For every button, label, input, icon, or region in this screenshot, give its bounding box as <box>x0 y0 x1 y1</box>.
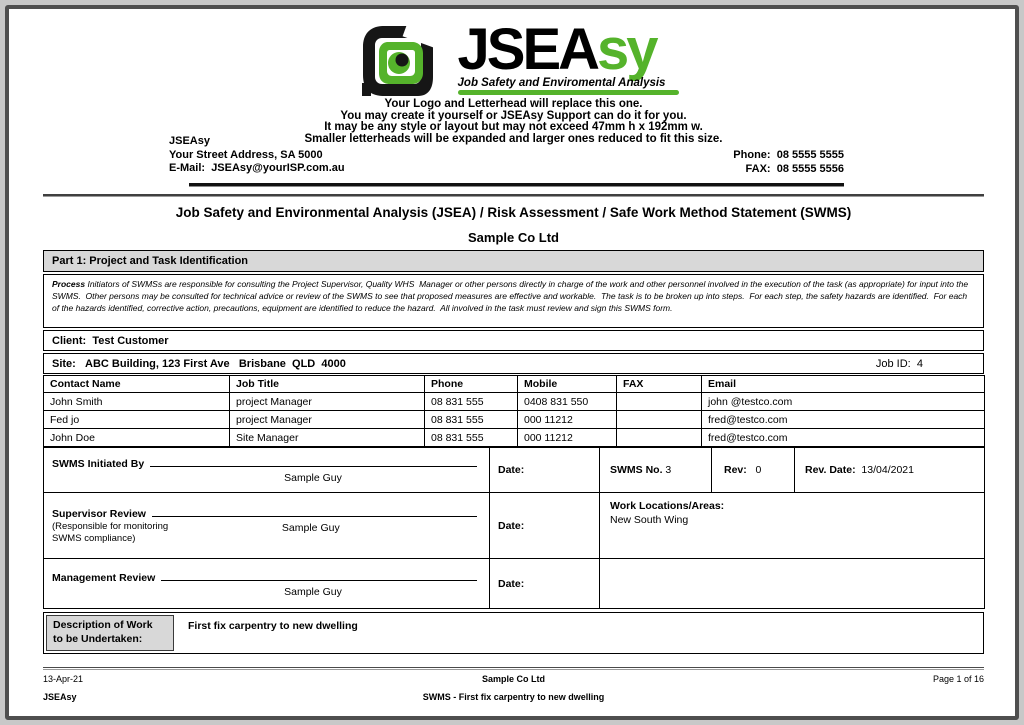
brand-green: sy <box>597 17 656 82</box>
document-title: Job Safety and Environmental Analysis (JSEA) / Risk Assessment / Safe Work Method Statement (SWMS) <box>175 205 852 220</box>
letterhead-address-block <box>169 135 345 176</box>
notice-line: You may create it yourself or JSEAsy Support can do it for you. <box>340 109 687 122</box>
fax-cell <box>617 429 702 447</box>
signature-line <box>152 516 477 517</box>
col-header-contact-name: Contact Name <box>44 376 230 393</box>
letterhead-underline <box>189 183 844 187</box>
client-row: Client: Test Customer <box>43 330 984 351</box>
header-separator <box>43 194 984 197</box>
management-label: Management Review <box>52 571 156 584</box>
email-cell: fred@testco.com <box>702 429 985 447</box>
document-company: Sample Co Ltd <box>467 230 559 245</box>
letterhead-street: Your Street Address, SA 5000 <box>169 148 323 161</box>
jseasy-logo-icon <box>362 25 450 97</box>
brand-name <box>457 17 656 82</box>
table-row <box>44 393 985 411</box>
mobile-cell: 000 11212 <box>518 411 617 429</box>
notice-line: Smaller letterheads will be expanded and larger ones reduced to fit this size. <box>304 132 723 145</box>
col-header-phone: Phone <box>425 376 518 393</box>
initiated-label: SWMS Initiated By <box>52 458 145 470</box>
signature-line <box>161 580 477 581</box>
client-value: Test Customer <box>92 335 169 347</box>
signature-line <box>150 466 477 467</box>
contacts-header-row <box>44 376 985 393</box>
phone-cell: 08 831 555 <box>425 411 518 429</box>
supervisor-name: Sample Guy <box>281 521 340 534</box>
job-id-value: 4 <box>916 358 923 370</box>
contact-name-cell: John Doe <box>44 429 230 447</box>
signoff-table <box>43 447 985 609</box>
swms-no-cell: SWMS No. 3 <box>600 448 712 493</box>
contact-name-cell: John Smith <box>44 393 230 411</box>
supervisor-review-cell <box>44 493 490 559</box>
letterhead-zone <box>43 99 984 183</box>
contact-name-cell: Fed jo <box>44 411 230 429</box>
supervisor-label: Supervisor Review <box>52 507 146 520</box>
job-title-cell: Site Manager <box>230 429 425 447</box>
description-box <box>43 612 984 654</box>
footer-row-2 <box>43 692 984 702</box>
letterhead-phone-block <box>733 149 844 176</box>
initiated-row <box>44 448 985 493</box>
supervisor-subtext: (Responsible for monitoring SWMS compliance) <box>52 520 169 544</box>
process-text: Initiators of SWMSs are responsible for consulting the Project Supervisor, Quality WHS Manager or other persons directly in charge of the work and other personnel involved in the execution of the task (as appropriate) for input into the SWMS. Other persons may be consulted for technical advice or review of the SWMS to see that proposed measures are effective and workable. The task is to be broken up into steps. For each step, the safety hazards are identified. For each of the hazards identified, corrective action, precautions, equipment are identified to reduce the hazard. All involved in the task must review and sign this SWMS form. <box>52 279 971 314</box>
letterhead-fax: FAX: 08 5555 5556 <box>745 162 844 175</box>
logo-text-block <box>457 17 666 95</box>
col-header-mobile: Mobile <box>518 376 617 393</box>
description-value: First fix carpentry to new dwelling <box>188 620 358 632</box>
phone-cell: 08 831 555 <box>425 393 518 411</box>
site-row: Site: ABC Building, 123 First Ave Brisbane QLD 4000 Job ID: 4 <box>43 353 984 374</box>
table-row <box>44 411 985 429</box>
management-name: Sample Guy <box>284 585 342 598</box>
letterhead-email: E-Mail: JSEAsy@yourISP.com.au <box>169 162 345 174</box>
notice-line: Your Logo and Letterhead will replace this one. <box>384 98 643 110</box>
work-locations-label: Work Locations/Areas: <box>610 500 725 512</box>
work-locations-cell <box>600 493 985 559</box>
site-value: ABC Building, 123 First Ave Brisbane QLD 4000 <box>85 358 346 370</box>
fax-cell <box>617 393 702 411</box>
process-label: Process <box>52 279 86 289</box>
date-cell: Date: <box>490 448 600 493</box>
table-row <box>44 429 985 447</box>
page-content <box>43 9 984 709</box>
letterhead-company: JSEAsy <box>169 135 210 147</box>
job-id: Job ID: 4 <box>875 358 923 370</box>
footer-app-name: JSEAsy <box>43 692 77 702</box>
initiated-name: Sample Guy <box>284 472 342 484</box>
col-header-email: Email <box>702 376 985 393</box>
col-header-job-title: Job Title <box>230 376 425 393</box>
email-cell: fred@testco.com <box>702 411 985 429</box>
part1-header: Part 1: Project and Task Identification <box>43 250 984 272</box>
logo-tagline: Job Safety and Enviromental Analysis <box>457 77 666 89</box>
empty-cell <box>600 559 985 609</box>
process-paragraph <box>43 274 984 328</box>
brand-black: JSEA <box>457 17 598 82</box>
phone-cell: 08 831 555 <box>425 429 518 447</box>
date-cell: Date: <box>490 559 600 609</box>
management-row <box>44 559 985 609</box>
management-review-cell <box>44 559 490 609</box>
footer-date: 13-Apr-21 <box>43 674 84 684</box>
letterhead-phone: Phone: 08 5555 5555 <box>733 149 844 161</box>
footer-row-1 <box>43 674 984 684</box>
swms-no-value: 3 <box>665 464 672 476</box>
supervisor-row <box>44 493 985 559</box>
rev-value: 0 <box>755 464 762 476</box>
rev-cell: Rev: 0 <box>712 448 795 493</box>
logo-swoosh <box>458 90 680 95</box>
letterhead-logo <box>43 17 984 99</box>
job-title-cell: project Manager <box>230 411 425 429</box>
mobile-cell: 000 11212 <box>518 429 617 447</box>
description-label: Description of Work to be Undertaken: <box>46 615 174 651</box>
rev-date-value: 13/04/2021 <box>861 464 914 476</box>
contacts-table <box>43 375 985 447</box>
footer-company: Sample Co Ltd <box>481 674 545 684</box>
work-locations-value: New South Wing <box>610 514 689 526</box>
footer-doc-title: SWMS - First fix carpentry to new dwelling <box>422 692 605 702</box>
fax-cell <box>617 411 702 429</box>
job-title-cell: project Manager <box>230 393 425 411</box>
footer-page-number: Page 1 of 16 <box>932 674 984 684</box>
notice-line: It may be any style or layout but may not exceed 47mm h x 192mm w. <box>324 121 703 133</box>
document-page <box>5 5 1019 720</box>
footer-separator <box>43 667 984 670</box>
mobile-cell: 0408 831 550 <box>518 393 617 411</box>
col-header-fax: FAX <box>617 376 702 393</box>
email-cell: john @testco.com <box>702 393 985 411</box>
rev-date-cell: Rev. Date: 13/04/2021 <box>795 448 985 493</box>
date-cell: Date: <box>490 493 600 559</box>
swms-initiated-cell <box>44 448 490 493</box>
